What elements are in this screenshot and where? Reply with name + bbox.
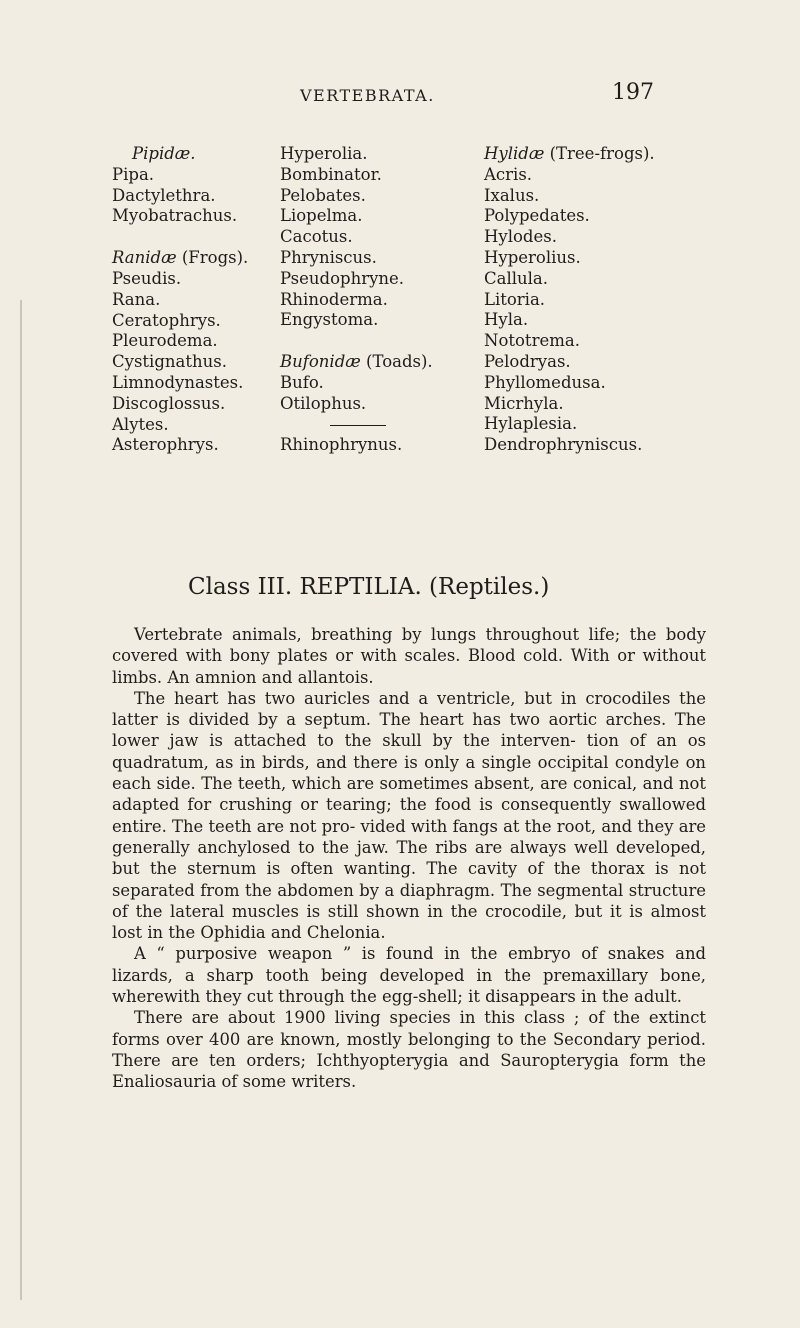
genus-item: Pelodryas. xyxy=(484,351,571,371)
family-common-name: (Tree-frogs). xyxy=(544,144,655,163)
family-name: Bufonidæ xyxy=(280,352,361,372)
genus-column-3 xyxy=(484,144,655,456)
family-common-name: (Frogs). xyxy=(176,248,249,268)
genus-item: Litoria. xyxy=(484,289,546,309)
genus-item: Pseudophryne. xyxy=(280,268,405,288)
page-gutter-shadow xyxy=(20,300,22,1300)
family-name: Ranidæ xyxy=(112,248,177,268)
genus-item: Bufo. xyxy=(280,372,324,392)
genus-item: Limnodynastes. xyxy=(112,372,244,392)
page-number: 197 xyxy=(612,80,654,105)
genus-item: Otilophus. xyxy=(280,393,367,413)
family-heading-ranidae xyxy=(112,248,248,269)
running-title: VERTEBRATA. xyxy=(300,86,435,105)
genus-item: Pipa. xyxy=(112,164,155,184)
genus-item: Dactylethra. xyxy=(112,185,216,205)
genus-item: Rhinophrynus. xyxy=(280,435,403,455)
genus-item: Rana. xyxy=(112,289,161,309)
genus-item: Myobatrachus. xyxy=(112,206,238,226)
running-head xyxy=(0,80,800,110)
genus-item: Pleurodema. xyxy=(112,331,218,351)
genus-item: Micrhyla. xyxy=(484,393,564,413)
genus-item: Engystoma. xyxy=(280,310,379,330)
paragraph: A “ purposive weapon ” is found in the embryo of snakes and lizards, a sharp tooth being developed in the premaxillary bone, wherewith they cut through the egg-shell; it disappears in the adult. xyxy=(112,944,706,1007)
genus-item: Pelobates. xyxy=(280,185,366,205)
genus-item: Alytes. xyxy=(112,414,169,434)
genus-column-1 xyxy=(112,144,248,456)
family-heading-pipidae: Pipidæ. xyxy=(132,144,196,163)
family-common-name: (Toads). xyxy=(360,352,433,372)
paragraph: The heart has two auricles and a ventricle, but in crocodiles the latter is divided by a septum. The heart has two aortic arches. The lower jaw is attached to the skull by the interven- tion of an os quadratum, as in birds, and there is only a single occipital condyle on each side. The teeth, which are sometimes absent, are conical, and not adapted for crushing or tearing; the food is consequently swallowed entire. The teeth are not pro- vided with fangs at the root, and they are generally anchylosed to the jaw. The ribs are always well developed, but the sternum is often wanting. The cavity of the thorax is not separated from the abdomen by a diaphragm. The segmental structure of the lateral muscles is still shown in the crocodile, but it is almost lost in the Ophidia and Chelonia. xyxy=(112,688,706,943)
genus-item: Hylaplesia. xyxy=(484,414,578,434)
genus-item: Phyllomedusa. xyxy=(484,372,606,392)
genus-item: Hylodes. xyxy=(484,227,557,247)
family-heading-hylidae xyxy=(484,144,655,165)
paragraph: Vertebrate animals, breathing by lungs throughout life; the body covered with bony plates or with scales. Blood cold. With or without limbs. An amnion and allantois. xyxy=(112,625,706,687)
genus-item: Liopelma. xyxy=(280,206,363,226)
genus-item: Bombinator. xyxy=(280,164,382,184)
family-heading-bufonidae xyxy=(280,352,433,373)
genus-item: Ceratophrys. xyxy=(112,310,221,330)
genus-item: Discoglossus. xyxy=(112,393,226,413)
genus-item: Hyla. xyxy=(484,310,529,330)
genus-item: Cacotus. xyxy=(280,227,353,247)
genus-item: Hyperolia. xyxy=(280,144,368,163)
paragraph: There are about 1900 living species in this class ; of the extinct forms over 400 are known, mostly belonging to the Secondary period. There are ten orders; Ichthyopterygia and Sauropterygia form the Enaliosauria of some writers. xyxy=(112,1008,706,1092)
section-divider xyxy=(280,415,433,436)
genus-column-2 xyxy=(280,144,433,456)
genus-item: Hyperolius. xyxy=(484,247,581,267)
genus-item: Asterophrys. xyxy=(112,435,219,455)
genus-item: Pseudis. xyxy=(112,268,182,288)
genus-item: Dendrophryniscus. xyxy=(484,435,643,455)
genus-item: Nototrema. xyxy=(484,331,580,351)
genus-item: Cystignathus. xyxy=(112,352,227,372)
genus-item: Callula. xyxy=(484,268,549,288)
genus-item: Acris. xyxy=(484,164,533,184)
genus-item: Polypedates. xyxy=(484,206,590,226)
class-heading: Class III. REPTILIA. (Reptiles.) xyxy=(188,574,550,600)
genus-item: Ixalus. xyxy=(484,185,540,205)
body-text xyxy=(112,624,706,1093)
genus-item: Rhinoderma. xyxy=(280,289,388,309)
genus-item: Phryniscus. xyxy=(280,247,377,267)
family-name: Hylidæ xyxy=(484,144,545,163)
